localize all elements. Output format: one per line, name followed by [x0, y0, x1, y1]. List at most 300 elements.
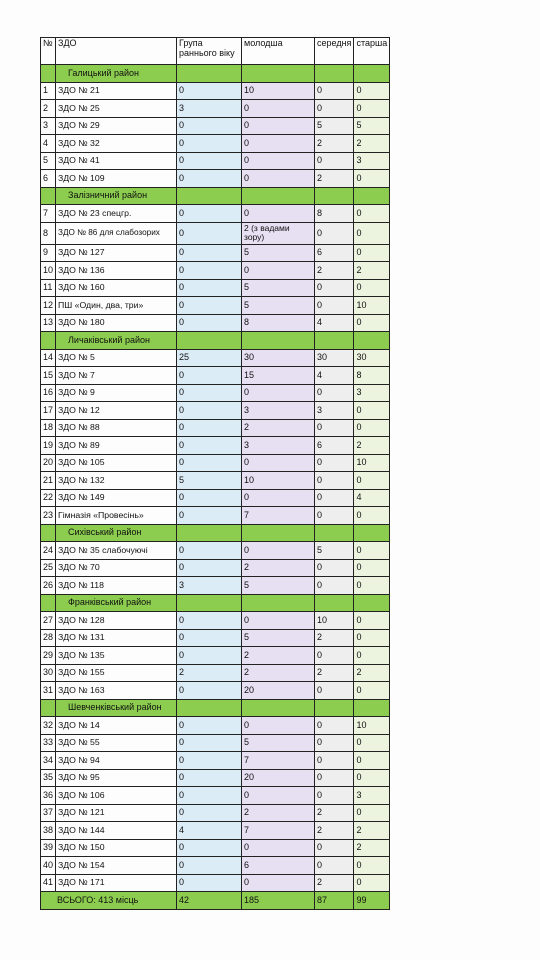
early-age-value: 0	[177, 279, 242, 297]
older-group-value: 0	[354, 419, 390, 437]
middle-group-value: 0	[315, 384, 354, 402]
institution-name: ЗДО № 121	[56, 804, 177, 822]
row-number: 4	[41, 135, 56, 153]
row-number: 6	[41, 170, 56, 188]
older-group-value: 0	[354, 734, 390, 752]
early-age-value: 0	[177, 135, 242, 153]
middle-group-value: 0	[315, 559, 354, 577]
older-group-value: 0	[354, 542, 390, 560]
row-number: 11	[41, 279, 56, 297]
older-group-value: 3	[354, 152, 390, 170]
row-number: 41	[41, 874, 56, 892]
older-group-value: 0	[354, 82, 390, 100]
early-age-value: 0	[177, 437, 242, 455]
early-age-value: 0	[177, 717, 242, 735]
table-row	[41, 804, 390, 822]
early-age-value: 0	[177, 507, 242, 525]
district-empty-cell	[354, 594, 390, 612]
table-row	[41, 170, 390, 188]
total-young: 185	[242, 892, 315, 910]
institution-name: ЗДО № 12	[56, 402, 177, 420]
row-number: 9	[41, 244, 56, 262]
row-number: 34	[41, 752, 56, 770]
row-number: 24	[41, 542, 56, 560]
younger-group-value: 2	[242, 559, 315, 577]
district-num-cell	[41, 187, 56, 205]
row-number: 3	[41, 117, 56, 135]
early-age-value: 0	[177, 752, 242, 770]
middle-group-value: 0	[315, 297, 354, 315]
early-age-value: 0	[177, 402, 242, 420]
early-age-value: 0	[177, 170, 242, 188]
early-age-value: 5	[177, 472, 242, 490]
early-age-value: 0	[177, 205, 242, 223]
early-age-value: 0	[177, 314, 242, 332]
older-group-value: 10	[354, 454, 390, 472]
institution-name: ЗДО № 29	[56, 117, 177, 135]
younger-group-value: 10	[242, 472, 315, 490]
institution-name: ЗДО № 32	[56, 135, 177, 153]
younger-group-value: 0	[242, 787, 315, 805]
younger-group-value: 2	[242, 647, 315, 665]
district-empty-cell	[354, 332, 390, 350]
middle-group-value: 0	[315, 489, 354, 507]
row-number: 25	[41, 559, 56, 577]
table-row	[41, 262, 390, 280]
middle-group-value: 6	[315, 437, 354, 455]
row-number: 12	[41, 297, 56, 315]
middle-group-value: 0	[315, 857, 354, 875]
younger-group-value: 5	[242, 244, 315, 262]
older-group-value: 0	[354, 205, 390, 223]
middle-group-value: 10	[315, 612, 354, 630]
older-group-value: 0	[354, 472, 390, 490]
older-group-value: 0	[354, 612, 390, 630]
table-row	[41, 559, 390, 577]
header-older: старша	[354, 38, 390, 65]
older-group-value: 2	[354, 839, 390, 857]
older-group-value: 5	[354, 117, 390, 135]
younger-group-value: 5	[242, 297, 315, 315]
younger-group-value: 15	[242, 367, 315, 385]
district-row	[41, 699, 390, 717]
district-name: Галицький район	[56, 65, 177, 83]
institution-name: ЗДО № 163	[56, 682, 177, 700]
district-row	[41, 594, 390, 612]
district-empty-cell	[242, 65, 315, 83]
early-age-value: 0	[177, 222, 242, 244]
table-row	[41, 384, 390, 402]
table-row	[41, 402, 390, 420]
table-row	[41, 419, 390, 437]
early-age-value: 0	[177, 454, 242, 472]
early-age-value: 3	[177, 100, 242, 118]
middle-group-value: 8	[315, 205, 354, 223]
middle-group-value: 0	[315, 419, 354, 437]
middle-group-value: 2	[315, 664, 354, 682]
younger-group-value: 0	[242, 612, 315, 630]
total-label: ВСЬОГО: 413 місць	[41, 892, 177, 910]
middle-group-value: 0	[315, 472, 354, 490]
early-age-value: 0	[177, 117, 242, 135]
table-row	[41, 152, 390, 170]
younger-group-value: 0	[242, 717, 315, 735]
table-row	[41, 682, 390, 700]
table-row	[41, 577, 390, 595]
early-age-value: 0	[177, 647, 242, 665]
row-number: 23	[41, 507, 56, 525]
district-empty-cell	[354, 187, 390, 205]
district-name: Сихівський район	[56, 524, 177, 542]
middle-group-value: 0	[315, 577, 354, 595]
table-row	[41, 612, 390, 630]
younger-group-value: 5	[242, 629, 315, 647]
table-row	[41, 822, 390, 840]
institution-name: ЗДО № 160	[56, 279, 177, 297]
district-empty-cell	[315, 594, 354, 612]
table-row	[41, 100, 390, 118]
younger-group-value: 8	[242, 314, 315, 332]
older-group-value: 10	[354, 297, 390, 315]
total-row	[41, 892, 390, 910]
younger-group-value: 0	[242, 117, 315, 135]
row-number: 2	[41, 100, 56, 118]
row-number: 30	[41, 664, 56, 682]
middle-group-value: 0	[315, 752, 354, 770]
table-row	[41, 857, 390, 875]
institution-name: Гімназія «Провесінь»	[56, 507, 177, 525]
row-number: 19	[41, 437, 56, 455]
district-empty-cell	[315, 699, 354, 717]
institution-name: ЗДО № 132	[56, 472, 177, 490]
younger-group-value: 20	[242, 769, 315, 787]
institution-name: ЗДО № 14	[56, 717, 177, 735]
institution-name: ЗДО № 149	[56, 489, 177, 507]
row-number: 39	[41, 839, 56, 857]
table-row	[41, 542, 390, 560]
institution-name: ЗДО № 70	[56, 559, 177, 577]
table-row	[41, 367, 390, 385]
institution-name: ПШ «Один, два, три»	[56, 297, 177, 315]
district-empty-cell	[315, 332, 354, 350]
institution-name: ЗДО № 105	[56, 454, 177, 472]
middle-group-value: 0	[315, 100, 354, 118]
row-number: 31	[41, 682, 56, 700]
table-row	[41, 717, 390, 735]
table-row	[41, 769, 390, 787]
institution-name: ЗДО № 55	[56, 734, 177, 752]
early-age-value: 0	[177, 874, 242, 892]
younger-group-value: 0	[242, 135, 315, 153]
institution-name: ЗДО № 131	[56, 629, 177, 647]
older-group-value: 2	[354, 822, 390, 840]
middle-group-value: 0	[315, 734, 354, 752]
early-age-value: 0	[177, 542, 242, 560]
row-number: 22	[41, 489, 56, 507]
table-row	[41, 135, 390, 153]
district-name: Шевченківський район	[56, 699, 177, 717]
early-age-value: 0	[177, 682, 242, 700]
middle-group-value: 0	[315, 454, 354, 472]
middle-group-value: 2	[315, 135, 354, 153]
early-age-value: 0	[177, 244, 242, 262]
early-age-value: 0	[177, 629, 242, 647]
middle-group-value: 0	[315, 769, 354, 787]
younger-group-value: 0	[242, 262, 315, 280]
district-empty-cell	[315, 187, 354, 205]
older-group-value: 0	[354, 314, 390, 332]
row-number: 1	[41, 82, 56, 100]
younger-group-value: 5	[242, 577, 315, 595]
early-age-value: 0	[177, 734, 242, 752]
total-older: 99	[354, 892, 390, 910]
middle-group-value: 2	[315, 804, 354, 822]
district-empty-cell	[315, 65, 354, 83]
younger-group-value: 6	[242, 857, 315, 875]
younger-group-value: 3	[242, 402, 315, 420]
older-group-value: 3	[354, 787, 390, 805]
early-age-value: 0	[177, 857, 242, 875]
table-row	[41, 874, 390, 892]
table-row	[41, 205, 390, 223]
institution-name: ЗДО № 88	[56, 419, 177, 437]
header-name: ЗДО	[56, 38, 177, 65]
middle-group-value: 2	[315, 874, 354, 892]
table-row	[41, 787, 390, 805]
older-group-value: 0	[354, 559, 390, 577]
middle-group-value: 2	[315, 170, 354, 188]
older-group-value: 0	[354, 170, 390, 188]
younger-group-value: 0	[242, 384, 315, 402]
younger-group-value: 0	[242, 170, 315, 188]
institution-name: ЗДО № 94	[56, 752, 177, 770]
institution-name: ЗДО № 154	[56, 857, 177, 875]
institution-name: ЗДО № 144	[56, 822, 177, 840]
district-row	[41, 65, 390, 83]
younger-group-value: 5	[242, 279, 315, 297]
table-row	[41, 752, 390, 770]
older-group-value: 2	[354, 664, 390, 682]
row-number: 28	[41, 629, 56, 647]
table-row	[41, 349, 390, 367]
row-number: 40	[41, 857, 56, 875]
district-num-cell	[41, 332, 56, 350]
younger-group-value: 0	[242, 542, 315, 560]
early-age-value: 0	[177, 384, 242, 402]
middle-group-value: 4	[315, 367, 354, 385]
district-empty-cell	[242, 187, 315, 205]
younger-group-value: 0	[242, 152, 315, 170]
district-num-cell	[41, 699, 56, 717]
younger-group-value: 3	[242, 437, 315, 455]
district-row	[41, 187, 390, 205]
table-body	[41, 65, 390, 910]
middle-group-value: 0	[315, 279, 354, 297]
middle-group-value: 0	[315, 839, 354, 857]
table-row	[41, 279, 390, 297]
institution-name: ЗДО № 135	[56, 647, 177, 665]
older-group-value: 8	[354, 367, 390, 385]
district-empty-cell	[242, 594, 315, 612]
early-age-value: 0	[177, 82, 242, 100]
district-empty-cell	[177, 65, 242, 83]
row-number: 8	[41, 222, 56, 244]
middle-group-value: 2	[315, 262, 354, 280]
table-row	[41, 297, 390, 315]
older-group-value: 0	[354, 857, 390, 875]
older-group-value: 0	[354, 244, 390, 262]
early-age-value: 0	[177, 297, 242, 315]
row-number: 5	[41, 152, 56, 170]
institution-name: ЗДО № 128	[56, 612, 177, 630]
header-row	[41, 38, 390, 65]
table-row	[41, 454, 390, 472]
row-number: 21	[41, 472, 56, 490]
institution-name: ЗДО № 95	[56, 769, 177, 787]
younger-group-value: 0	[242, 839, 315, 857]
table-row	[41, 629, 390, 647]
younger-group-value: 2	[242, 664, 315, 682]
older-group-value: 10	[354, 717, 390, 735]
row-number: 14	[41, 349, 56, 367]
district-name: Личаківський район	[56, 332, 177, 350]
older-group-value: 0	[354, 222, 390, 244]
district-empty-cell	[354, 699, 390, 717]
middle-group-value: 2	[315, 822, 354, 840]
early-age-value: 0	[177, 612, 242, 630]
table-row	[41, 244, 390, 262]
middle-group-value: 0	[315, 647, 354, 665]
younger-group-value: 0	[242, 454, 315, 472]
table-row	[41, 82, 390, 100]
row-number: 18	[41, 419, 56, 437]
institution-name: ЗДО № 171	[56, 874, 177, 892]
table-row	[41, 314, 390, 332]
middle-group-value: 5	[315, 117, 354, 135]
row-number: 37	[41, 804, 56, 822]
younger-group-value: 10	[242, 82, 315, 100]
institution-name: ЗДО № 21	[56, 82, 177, 100]
total-middle: 87	[315, 892, 354, 910]
district-row	[41, 524, 390, 542]
middle-group-value: 0	[315, 82, 354, 100]
row-number: 7	[41, 205, 56, 223]
institution-name: ЗДО № 5	[56, 349, 177, 367]
younger-group-value: 0	[242, 489, 315, 507]
older-group-value: 0	[354, 804, 390, 822]
table-row	[41, 489, 390, 507]
younger-group-value: 7	[242, 752, 315, 770]
district-empty-cell	[354, 65, 390, 83]
row-number: 17	[41, 402, 56, 420]
row-number: 16	[41, 384, 56, 402]
younger-group-value: 2 (з вадами зору)	[242, 222, 315, 244]
header-young: молодша	[242, 38, 315, 65]
district-empty-cell	[315, 524, 354, 542]
district-empty-cell	[242, 699, 315, 717]
older-group-value: 0	[354, 629, 390, 647]
row-number: 32	[41, 717, 56, 735]
middle-group-value: 0	[315, 152, 354, 170]
older-group-value: 0	[354, 874, 390, 892]
institution-name: ЗДО № 7	[56, 367, 177, 385]
header-middle: середня	[315, 38, 354, 65]
older-group-value: 2	[354, 135, 390, 153]
middle-group-value: 3	[315, 402, 354, 420]
row-number: 20	[41, 454, 56, 472]
middle-group-value: 0	[315, 717, 354, 735]
older-group-value: 0	[354, 100, 390, 118]
district-empty-cell	[177, 524, 242, 542]
early-age-value: 4	[177, 822, 242, 840]
district-row	[41, 332, 390, 350]
district-empty-cell	[354, 524, 390, 542]
district-empty-cell	[242, 524, 315, 542]
institution-name: ЗДО № 86 для слабозорих	[56, 222, 177, 244]
table-row	[41, 222, 390, 244]
institution-name: ЗДО № 41	[56, 152, 177, 170]
row-number: 29	[41, 647, 56, 665]
table-row	[41, 664, 390, 682]
row-number: 13	[41, 314, 56, 332]
older-group-value: 0	[354, 647, 390, 665]
district-empty-cell	[177, 332, 242, 350]
institution-name: ЗДО № 127	[56, 244, 177, 262]
institution-name: ЗДО № 155	[56, 664, 177, 682]
middle-group-value: 6	[315, 244, 354, 262]
district-num-cell	[41, 65, 56, 83]
table-row	[41, 839, 390, 857]
table-row	[41, 507, 390, 525]
early-age-value: 0	[177, 367, 242, 385]
older-group-value: 0	[354, 402, 390, 420]
younger-group-value: 20	[242, 682, 315, 700]
older-group-value: 0	[354, 577, 390, 595]
district-empty-cell	[242, 332, 315, 350]
row-number: 15	[41, 367, 56, 385]
institution-name: ЗДО № 89	[56, 437, 177, 455]
early-age-value: 3	[177, 577, 242, 595]
row-number: 10	[41, 262, 56, 280]
older-group-value: 0	[354, 682, 390, 700]
institution-name: ЗДО № 9	[56, 384, 177, 402]
total-early: 42	[177, 892, 242, 910]
early-age-value: 0	[177, 559, 242, 577]
older-group-value: 30	[354, 349, 390, 367]
middle-group-value: 4	[315, 314, 354, 332]
header-early: Група раннього віку	[177, 38, 242, 65]
early-age-value: 2	[177, 664, 242, 682]
institution-name: ЗДО № 109	[56, 170, 177, 188]
younger-group-value: 7	[242, 507, 315, 525]
table-row	[41, 734, 390, 752]
table-row	[41, 437, 390, 455]
early-age-value: 0	[177, 787, 242, 805]
institution-name: ЗДО № 106	[56, 787, 177, 805]
older-group-value: 0	[354, 769, 390, 787]
middle-group-value: 0	[315, 222, 354, 244]
early-age-value: 0	[177, 262, 242, 280]
early-age-value: 0	[177, 489, 242, 507]
institution-name: ЗДО № 35 слабочуючі	[56, 542, 177, 560]
older-group-value: 4	[354, 489, 390, 507]
institution-name: ЗДО № 118	[56, 577, 177, 595]
row-number: 26	[41, 577, 56, 595]
district-name: Залізничний район	[56, 187, 177, 205]
institution-name: ЗДО № 136	[56, 262, 177, 280]
younger-group-value: 0	[242, 874, 315, 892]
middle-group-value: 0	[315, 682, 354, 700]
